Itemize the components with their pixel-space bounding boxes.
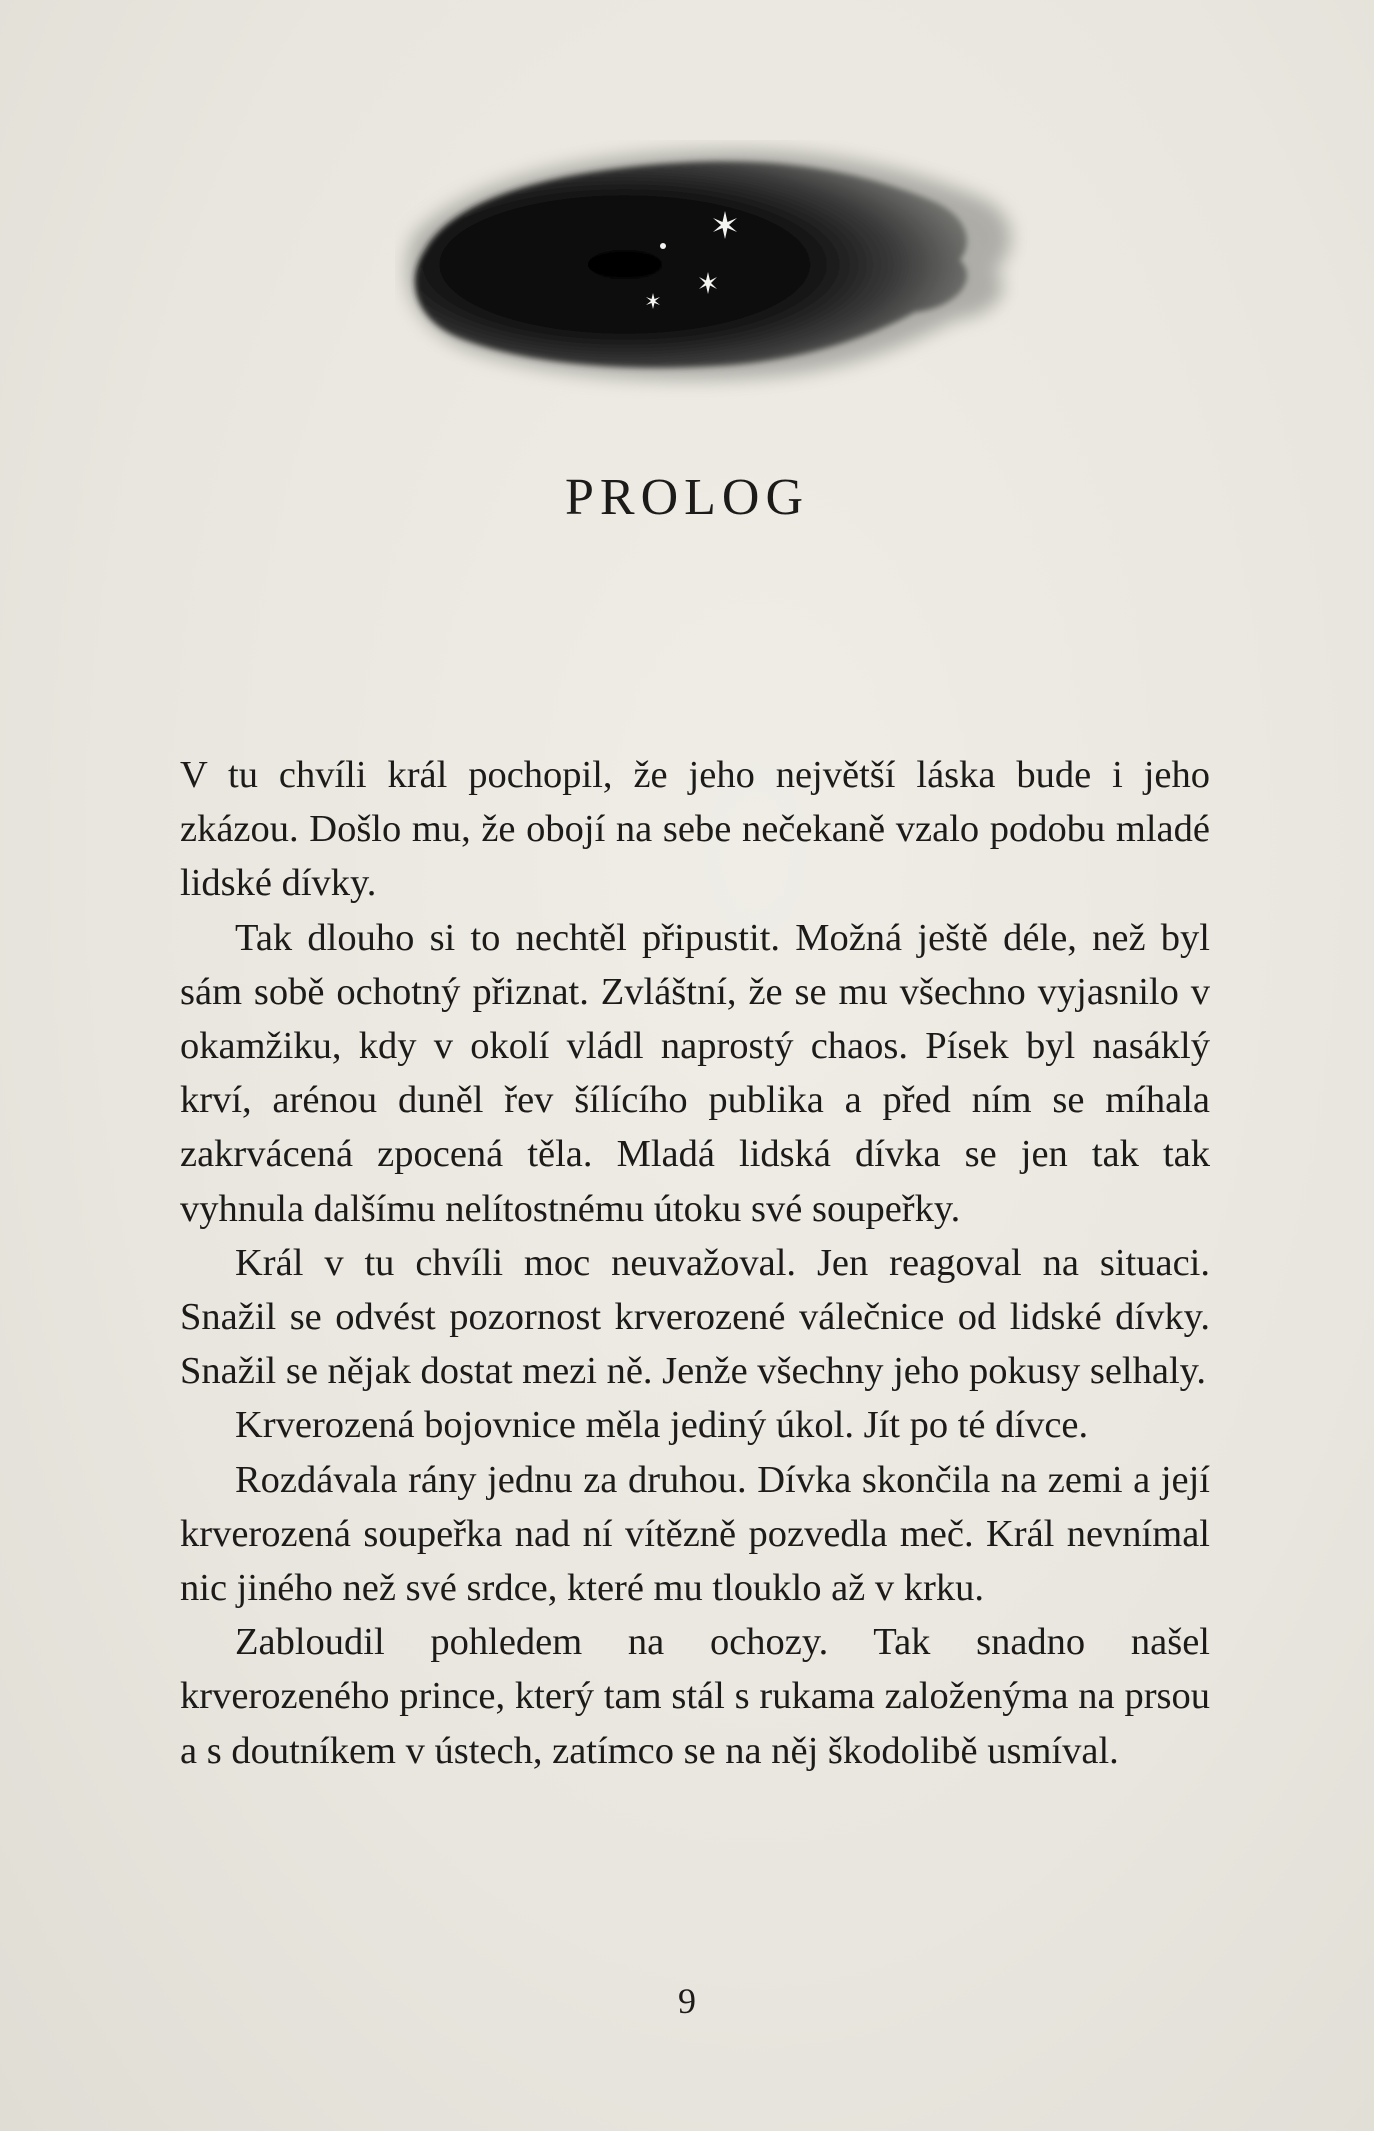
paragraph-2: Tak dlouho si to nechtěl připustit. Možná ještě déle, než byl sám sobě ochotný přiznat. Zvláštní, že se mu všechno vyjasnilo v okamžiku, kdy v okolí vládl naprostý chaos. Písek byl nasáklý krví, arénou duněl řev šílícího publika a před ním se míhala zakrvácená zpocená těla. Mladá lidská dívka se jen tak tak vyhnula dalšímu nelítostnému útoku své soupeřky. (180, 916, 1210, 1230)
ink-night-sky-emblem (395, 140, 1045, 410)
chapter-body (180, 748, 1210, 1778)
paragraph-6: Zabloudil pohledem na ochozy. Tak snadno našel krverozeného prince, který tam stál s rukama založenýma na prsou a s doutníkem v ústech, zatímco se na něj škodolibě usmíval. (180, 1621, 1210, 1772)
paragraph-5: Rozdávala rány jednu za druhou. Dívka skončila na zemi a její krverozená soupeřka nad ní vítězně pozvedla meč. Král nevnímal nic jiného než své srdce, které mu tlouklo až v krku. (180, 1458, 1210, 1610)
paragraph-4: Krverozená bojovnice měla jediný úkol. Jít po té dívce. (235, 1404, 1089, 1447)
star-dot-icon (660, 243, 666, 249)
chapter-title: PROLOG (564, 469, 810, 526)
page-number: 9 (678, 1981, 696, 2021)
paragraph-3: Král v tu chvíli moc neuvažoval. Jen reagoval na situaci. Snažil se odvést pozornost krverozené válečnice od lidské dívky. Snažil se nějak dostat mezi ně. Jenže všechny jeho pokusy selhaly. (180, 1241, 1210, 1393)
paragraph-1: V tu chvíli král pochopil, že jeho největší láska bude i jeho zkázou. Došlo mu, že obojí na sebe nečekaně vzalo podobu mladé lidské dívky. (180, 754, 1210, 905)
